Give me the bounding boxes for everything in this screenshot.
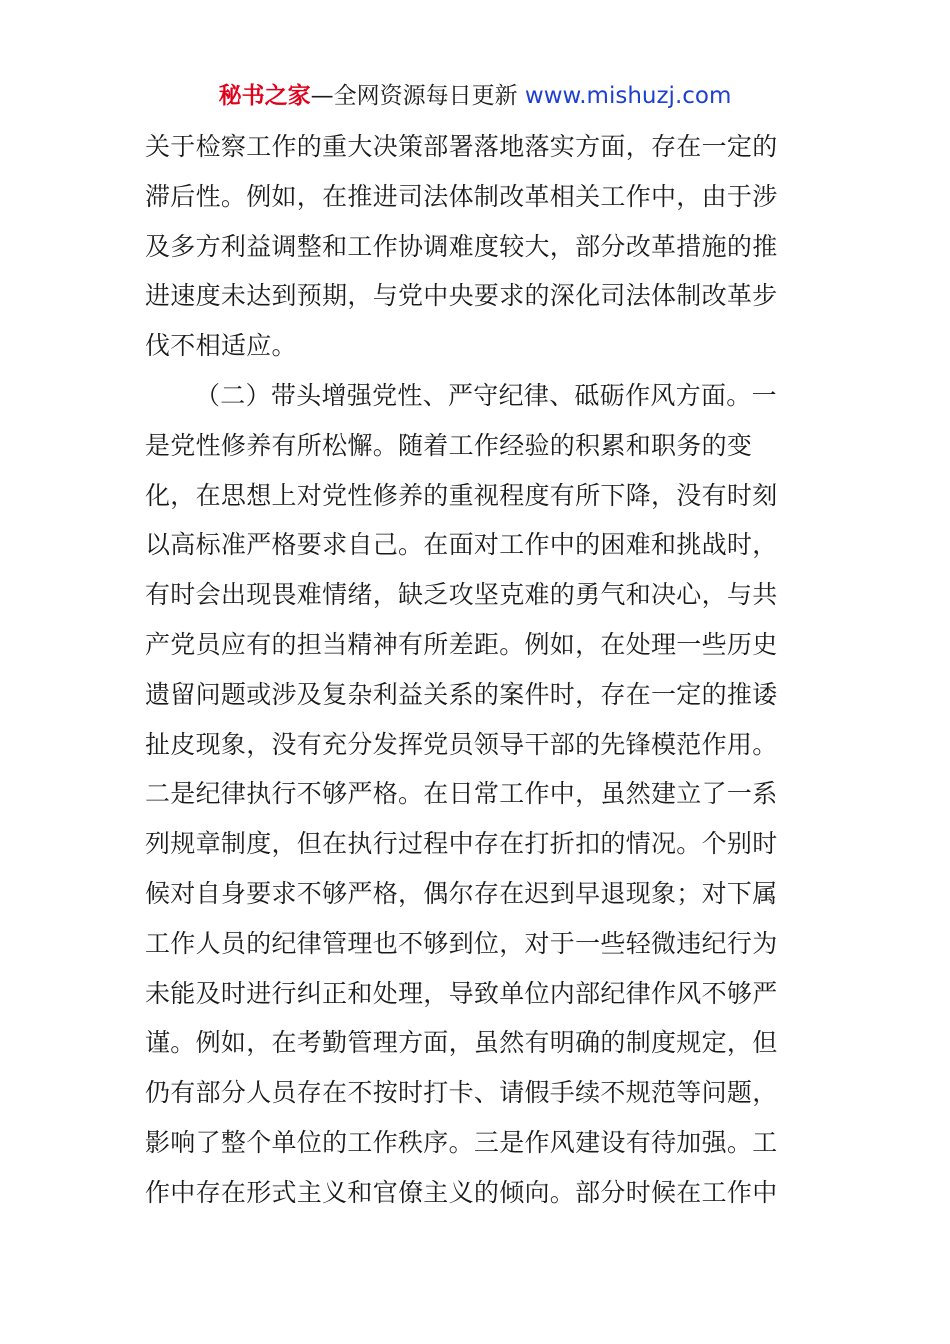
text-line: 关于检察工作的重大决策部署落地落实方面，存在一定的 [145, 132, 778, 161]
text-line: 伐不相适应。 [145, 331, 297, 361]
text-line: 以高标准严格要求自己。在面对工作中的困难和挑战时， [145, 530, 778, 560]
text-line: 候对自身要求不够严格，偶尔存在迟到早退现象；对下属 [145, 878, 778, 908]
document-body [145, 122, 810, 1218]
text-line: 进速度未达到预期，与党中央要求的深化司法体制改革步 [145, 281, 778, 311]
section-heading-line: （二）带头增强党性、严守纪律、砥砺作风方面。一 [195, 380, 777, 410]
header-tagline: —全网资源每日更新 [310, 83, 525, 109]
text-line: 作中存在形式主义和官僚主义的倾向。部分时候在工作中 [145, 1177, 778, 1207]
text-line: 工作人员的纪律管理也不够到位，对于一些轻微违纪行为 [145, 928, 778, 958]
text-line: 及多方利益调整和工作协调难度较大，部分改革措施的推 [145, 231, 778, 261]
text-line: 是党性修养有所松懈。随着工作经验的积累和职务的变 [145, 430, 753, 460]
text-line: 滞后性。例如，在推进司法体制改革相关工作中，由于涉 [145, 181, 778, 211]
text-line: 仍有部分人员存在不按时打卡、请假手续不规范等问题， [145, 1078, 778, 1108]
website-link[interactable]: www.mishuzj.com [524, 83, 732, 109]
text-line: 化，在思想上对党性修养的重视程度有所下降，没有时刻 [145, 480, 778, 510]
page-header [0, 78, 950, 114]
text-line: 影响了整个单位的工作秩序。三是作风建设有待加强。工 [145, 1127, 778, 1157]
text-line: 二是纪律执行不够严格。在日常工作中，虽然建立了一系 [145, 779, 778, 809]
text-line: 有时会出现畏难情绪，缺乏攻坚克难的勇气和决心，与共 [145, 580, 778, 610]
text-line: 产党员应有的担当精神有所差距。例如，在处理一些历史 [145, 629, 778, 659]
brand-name: 秘书之家 [218, 83, 311, 109]
text-line: 未能及时进行纠正和处理，导致单位内部纪律作风不够严 [145, 978, 778, 1008]
text-line: 遗留问题或涉及复杂利益关系的案件时，存在一定的推诿 [145, 679, 778, 709]
text-line: 谨。例如，在考勤管理方面，虽然有明确的制度规定，但 [145, 1028, 778, 1058]
text-line: 扯皮现象，没有充分发挥党员领导干部的先锋模范作用。 [145, 729, 778, 759]
text-line: 列规章制度，但在执行过程中存在打折扣的情况。个别时 [145, 829, 778, 859]
